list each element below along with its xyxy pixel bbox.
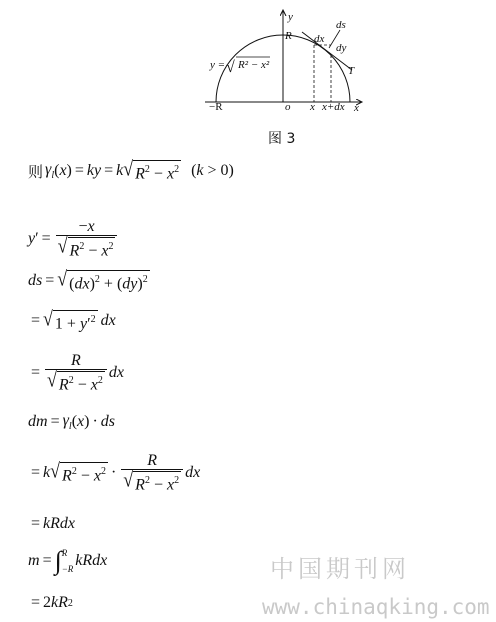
curve-eq-lhs: y = xyxy=(210,59,226,71)
dy-label: dy xyxy=(336,42,347,54)
dx-label: dx xyxy=(314,33,325,45)
x-dx-tick-label: x+dx xyxy=(322,101,345,113)
figure-caption: 图 3 xyxy=(268,131,296,147)
y-axis-label: y xyxy=(288,11,293,23)
T-label: T xyxy=(348,65,355,77)
equation-6: dm = $\gamma_l$ ( x ) · ds xyxy=(28,412,116,433)
figure-3-diagram xyxy=(0,0,496,130)
neg-R-label: −R xyxy=(209,101,223,113)
watermark-cn: 中国期刊网 xyxy=(270,555,410,583)
x-tick-label: x xyxy=(310,101,315,113)
equation-4: = √ $1 + y'^2$ dx xyxy=(31,307,116,333)
watermark-url: www.chinaqking.com xyxy=(262,595,490,619)
equation-3: ds = √ (dx)$^2$ + (dy)$^2$ xyxy=(28,267,148,293)
curve-eq-radicand: R² − x² xyxy=(238,59,270,71)
x-axis-label: x xyxy=(354,102,359,114)
origin-label: o xyxy=(285,101,291,113)
ds-label: ds xyxy=(336,19,346,31)
equation-10: = 2 kR 2 xyxy=(31,594,73,611)
equation-8: = kRdx xyxy=(31,515,76,532)
equation-2: y ′ = −x √ $R^2 - x^2$ xyxy=(28,218,119,259)
R-top-label: R xyxy=(285,30,292,42)
curve-eq-radical-sign: √ xyxy=(226,59,235,76)
eq1-prefix: 则 xyxy=(28,162,44,181)
equation-7: = k √ $R^2 - x^2$ · R √ $R^2 - x^2$ dx xyxy=(31,452,201,494)
equation-1: 则 $\gamma_l$ ( x ) = ky = k √ $R^2 - x^2$ (k > 0) xyxy=(28,157,234,183)
equation-5: = R √ $R^2 - x^2$ dx xyxy=(31,352,124,394)
equation-9: m = ∫ R −R kRdx xyxy=(28,546,108,575)
